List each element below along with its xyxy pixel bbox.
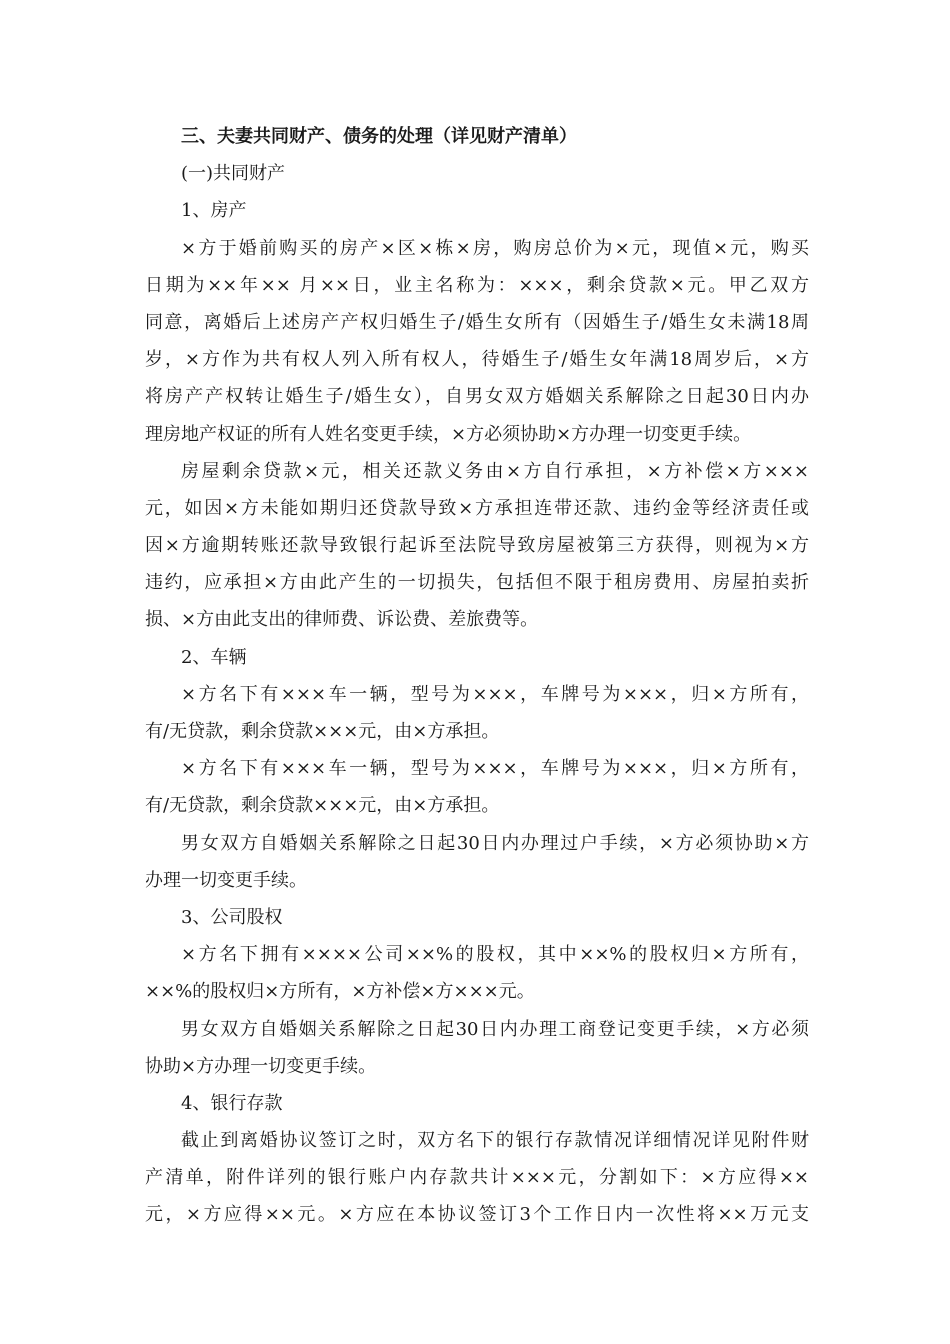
text-line: 岁，×方作为共有权人列入所有权人，待婚生子/婚生女年满18周岁后，×方 [145, 349, 809, 371]
text-line: 理房地产权证的所有人姓名变更手续，×方必须协助×方办理一切变更手续。 [145, 423, 752, 445]
text-line: 有/无贷款，剩余贷款×××元，由×方承担。 [145, 795, 500, 817]
item-title-deposits: 4、银行存款 [181, 1092, 283, 1114]
text-line: 办理一切变更手续。 [145, 869, 307, 891]
text-line: 日期为××年×× 月××日，业主名称为：×××，剩余贷款×元。甲乙双方 [145, 274, 809, 296]
paragraph-loan [145, 453, 809, 639]
text-line: 同意，离婚后上述房产产权归婚生子/婚生女所有（因婚生子/婚生女未满18周 [145, 311, 809, 333]
text-line: 有/无贷款，剩余贷款×××元，由×方承担。 [145, 721, 500, 742]
text-line: 将房产产权转让婚生子/婚生女），自男女双方婚姻关系解除之日起30日内办 [145, 386, 809, 408]
paragraph-equity [145, 936, 809, 1010]
paragraph-property [145, 230, 809, 453]
paragraph-deposits [145, 1122, 809, 1234]
document-page [145, 118, 809, 1234]
text-line: 元，如因×方未能如期归还贷款导致×方承担连带还款、违约金等经济责任或 [145, 497, 809, 519]
text-line: 协助×方办理一切变更手续。 [145, 1055, 377, 1077]
text-line: ×方于婚前购买的房产×区×栋×房，购房总价为×元，现值×元，购买 [181, 237, 809, 259]
section-title: 三、夫妻共同财产、债务的处理（详见财产清单） [181, 126, 577, 147]
text-line: 房屋剩余贷款×元，相关还款义务由×方自行承担，×方补偿×方××× [181, 460, 809, 482]
text-line: 男女双方自婚姻关系解除之日起30日内办理工商登记变更手续，×方必须 [181, 1018, 809, 1040]
subsection-title: (一)共同财产 [181, 163, 286, 185]
text-line: 产清单，附件详列的银行账户内存款共计×××元，分割如下：×方应得×× [145, 1167, 809, 1189]
paragraph-vehicle-1 [145, 676, 809, 750]
text-line: 损、×方由此支出的律师费、诉讼费、差旅费等。 [145, 609, 539, 631]
paragraph-vehicle-transfer [145, 825, 809, 899]
paragraph-vehicle-2 [145, 750, 809, 824]
text-line: 男女双方自婚姻关系解除之日起30日内办理过户手续，×方必须协助×方 [181, 832, 809, 854]
text-line: 元，×方应得××元。×方应在本协议签订3个工作日内一次性将××万元支 [145, 1204, 809, 1226]
text-line: ×方名下有×××车一辆，型号为×××，车牌号为×××，归×方所有， [181, 758, 809, 780]
item-title-equity: 3、公司股权 [181, 906, 283, 928]
text-line: 违约，应承担×方由此产生的一切损失，包括但不限于租房费用、房屋拍卖折 [145, 572, 809, 594]
text-line: ×方名下拥有××××公司××%的股权，其中××%的股权归×方所有， [181, 944, 809, 966]
item-title-property: 1、房产 [181, 200, 247, 222]
item-title-vehicle: 2、车辆 [181, 646, 247, 668]
text-line: ××%的股权归×方所有，×方补偿×方×××元。 [145, 981, 535, 1003]
text-line: 因×方逾期转账还款导致银行起诉至法院导致房屋被第三方获得，则视为×方 [145, 535, 809, 557]
text-line: 截止到离婚协议签订之时，双方名下的银行存款情况详细情况详见附件财 [181, 1130, 809, 1152]
text-line: ×方名下有×××车一辆，型号为×××，车牌号为×××，归×方所有， [181, 683, 809, 705]
paragraph-equity-transfer [145, 1011, 809, 1085]
